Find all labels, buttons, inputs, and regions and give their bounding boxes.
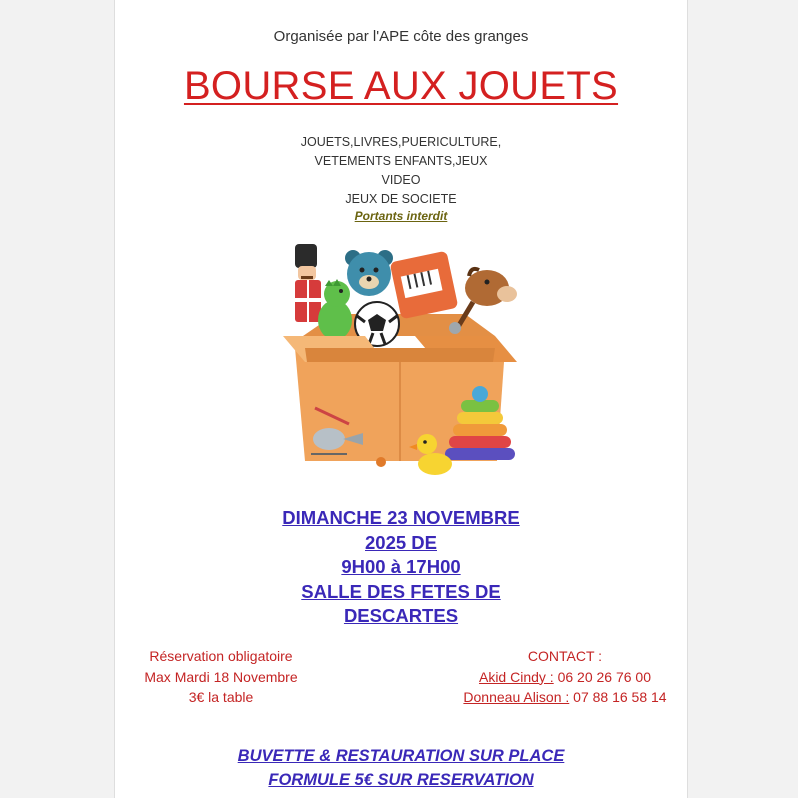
event-venue: SALLE DES FETES DE bbox=[301, 580, 501, 602]
contact-name: Akid Cindy : bbox=[478, 668, 554, 685]
item-line: VETEMENTS ENFANTS,JEUX bbox=[314, 154, 488, 168]
teddy-bear-icon bbox=[345, 250, 393, 296]
event-date: DIMANCHE 23 NOVEMBRE bbox=[282, 507, 520, 528]
contact-phone: 07 88 16 58 14 bbox=[569, 689, 667, 705]
footer-line: BUVETTE & RESTAURATION SUR PLACE bbox=[237, 747, 565, 765]
event-town: DESCARTES bbox=[343, 605, 459, 626]
contact-person bbox=[445, 667, 685, 688]
toy-box-icon bbox=[265, 236, 535, 481]
xylophone-icon bbox=[390, 251, 459, 320]
item-line: VIDEO bbox=[381, 173, 421, 187]
contact-phone: 06 20 26 76 00 bbox=[553, 668, 651, 685]
footer-notice bbox=[115, 744, 687, 792]
contact-name: Donneau Alison : bbox=[463, 689, 570, 705]
flyer-page bbox=[114, 0, 688, 798]
contact-person bbox=[445, 687, 685, 708]
rocking-horse-icon bbox=[449, 269, 517, 334]
reservation-required: Réservation obligatoire bbox=[149, 648, 293, 664]
item-line: JEUX DE SOCIETE bbox=[345, 192, 457, 206]
item-categories bbox=[115, 133, 687, 209]
toy-soldier-icon bbox=[295, 244, 321, 322]
reservation-deadline: Max Mardi 18 Novembre bbox=[144, 668, 298, 685]
table-price: 3€ la table bbox=[188, 689, 254, 705]
event-details bbox=[115, 506, 687, 629]
dinosaur-icon bbox=[318, 279, 352, 340]
event-hours: 9H00 à 17H00 bbox=[341, 556, 461, 577]
notice-text: Portants interdit bbox=[354, 209, 448, 223]
organizer-line: Organisée par l'APE côte des granges bbox=[273, 28, 529, 45]
contact-block bbox=[445, 646, 685, 708]
event-year: 2025 DE bbox=[365, 531, 437, 553]
reservation-block bbox=[115, 646, 327, 708]
item-line: JOUETS,LIVRES,PUERICULTURE, bbox=[300, 135, 502, 149]
footer-line: FORMULE 5€ SUR RESERVATION bbox=[268, 771, 534, 789]
page-title: BOURSE AUX JOUETS bbox=[183, 64, 619, 108]
contact-title: CONTACT : bbox=[527, 648, 603, 664]
